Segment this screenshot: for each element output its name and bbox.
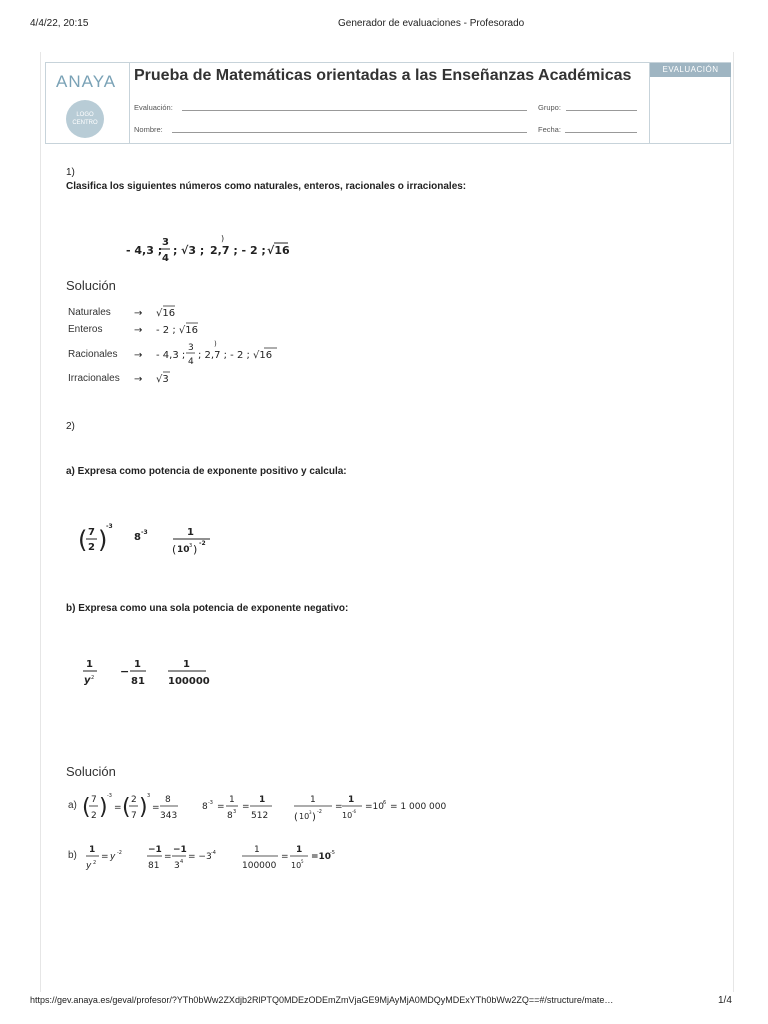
print-datetime: 4/4/22, 20:15 — [30, 18, 89, 29]
svg-text:-3: -3 — [106, 523, 113, 530]
svg-text:√3: √3 — [156, 374, 169, 385]
print-page-title: Generador de evaluaciones - Profesorado — [338, 18, 525, 29]
svg-text:): ) — [139, 795, 148, 820]
svg-text:-2: -2 — [199, 540, 206, 547]
question-2-solution-title: Solución — [66, 764, 116, 779]
svg-text:1: 1 — [254, 845, 260, 855]
svg-text:100000: 100000 — [242, 861, 277, 871]
svg-text:- 4,3 ;: - 4,3 ; — [126, 244, 163, 257]
print-url: https://gev.anaya.es/geval/profesor/?YTh0bWw2ZXdjb2RlPTQ0MDEzODEmZmVjaGE9MjAyMjA0MDQyMDExYTh0bWw2ZQ==#/structure/mate… — [30, 995, 614, 1005]
svg-text:3: 3 — [309, 810, 312, 815]
evaluacion-label: Evaluación: — [134, 103, 173, 112]
svg-text:→: → — [134, 325, 143, 336]
svg-text:(: ( — [294, 812, 298, 823]
svg-text:100000: 100000 — [168, 676, 210, 687]
svg-text:8: 8 — [165, 795, 171, 805]
svg-text:−1: −1 — [148, 845, 162, 855]
svg-text:-3: -3 — [208, 800, 213, 806]
solution-b-label: b) — [68, 850, 77, 861]
svg-text:2: 2 — [88, 542, 95, 553]
svg-text:y: y — [110, 852, 116, 862]
svg-text:2: 2 — [91, 675, 95, 681]
svg-text:y: y — [86, 861, 92, 871]
solution-b-math — [82, 840, 362, 876]
solution-a-label: a) — [68, 800, 77, 811]
svg-text:4: 4 — [180, 859, 184, 865]
svg-text:8: 8 — [202, 802, 208, 812]
nombre-line — [172, 132, 527, 133]
svg-text:- 2 ; √16: - 2 ; √16 — [156, 325, 198, 336]
svg-text:10: 10 — [342, 811, 353, 820]
exam-header-card — [45, 62, 731, 144]
svg-text:(: ( — [172, 543, 177, 556]
svg-text:;: ; — [173, 244, 178, 257]
svg-text:= −3: = −3 — [188, 852, 212, 862]
svg-text:→: → — [134, 374, 143, 385]
svg-text:(: ( — [82, 795, 91, 820]
svg-text:512: 512 — [251, 811, 269, 821]
svg-text:1: 1 — [89, 845, 96, 855]
svg-text:): ) — [193, 543, 198, 556]
svg-text:1: 1 — [86, 659, 93, 670]
svg-text:3: 3 — [233, 809, 237, 815]
svg-text:-2: -2 — [317, 809, 322, 815]
svg-text:6: 6 — [383, 800, 387, 806]
svg-text:1: 1 — [187, 527, 194, 538]
svg-text:-4: -4 — [211, 850, 216, 856]
svg-text:√16: √16 — [156, 308, 176, 319]
question-1-number: 1) — [66, 167, 75, 178]
logo-column — [46, 63, 130, 143]
svg-text:→: → — [134, 308, 143, 319]
svg-text:1: 1 — [348, 795, 355, 805]
svg-text:): ) — [99, 795, 108, 820]
question-1-statement: Clasifica los siguientes números como naturales, enteros, racionales o irracionales: — [66, 181, 467, 192]
svg-text:3: 3 — [174, 861, 180, 871]
svg-text:=: = — [335, 802, 343, 812]
nombre-label: Nombre: — [134, 125, 163, 134]
svg-text:-5: -5 — [330, 850, 335, 856]
svg-text:1: 1 — [183, 659, 190, 670]
svg-text:2,7 ; - 2 ;: 2,7 ; - 2 ; — [210, 244, 266, 257]
svg-text:=: = — [152, 803, 160, 813]
svg-text:7: 7 — [91, 795, 97, 805]
svg-text:√3 ;: √3 ; — [181, 244, 205, 257]
question-2a-statement: a) Expresa como potencia de exponente positivo y calcula: — [66, 466, 347, 477]
svg-text:=10: =10 — [311, 852, 332, 862]
svg-text:1: 1 — [259, 795, 266, 805]
svg-text:−1: −1 — [173, 845, 187, 855]
anaya-logo: ANAYA — [56, 72, 117, 91]
question-2a-expressions — [76, 515, 236, 565]
svg-text:10: 10 — [291, 861, 302, 870]
evaluacion-line — [182, 110, 527, 111]
svg-text:=: = — [217, 802, 225, 812]
svg-text:-2: -2 — [117, 850, 122, 856]
svg-text:1: 1 — [134, 659, 141, 670]
svg-text:=: = — [114, 803, 122, 813]
question-1-solution-math — [130, 300, 300, 390]
svg-text:343: 343 — [160, 811, 178, 821]
question-1-numbers — [110, 228, 310, 270]
svg-text:→: → — [134, 350, 143, 361]
svg-text:5: 5 — [301, 859, 304, 864]
svg-text:10: 10 — [177, 545, 190, 555]
svg-text:=: = — [164, 852, 172, 862]
svg-text:): ) — [221, 234, 225, 243]
school-logo-placeholder: LOGO CENTRO — [66, 100, 104, 138]
svg-text:81: 81 — [131, 676, 145, 687]
exam-title: Prueba de Matemáticas orientadas a las Enseñanzas Académicas — [134, 67, 632, 84]
fecha-line — [565, 132, 637, 133]
svg-text:=: = — [101, 852, 109, 862]
svg-text:3: 3 — [189, 543, 193, 549]
svg-text:4: 4 — [162, 253, 169, 264]
svg-text:7: 7 — [88, 527, 95, 538]
svg-text:3: 3 — [147, 793, 151, 799]
svg-text:=: = — [242, 802, 250, 812]
svg-text:2: 2 — [93, 860, 97, 866]
svg-text:=: = — [281, 852, 289, 862]
svg-text:8: 8 — [227, 811, 233, 821]
svg-text:3: 3 — [188, 343, 194, 353]
svg-text:7: 7 — [131, 811, 137, 821]
question-2b-statement: b) Expresa como una sola potencia de exponente negativo: — [66, 603, 349, 614]
svg-text:4: 4 — [188, 357, 194, 367]
svg-text:2: 2 — [91, 811, 97, 821]
solution-a-math — [80, 788, 460, 828]
evaluation-column — [649, 63, 731, 143]
irracionales-label: Irracionales — [68, 373, 120, 384]
print-page-counter: 1/4 — [718, 995, 732, 1006]
question-2b-expressions — [76, 655, 236, 690]
grupo-line — [566, 110, 637, 111]
svg-text:8: 8 — [134, 532, 141, 543]
svg-text:): ) — [98, 526, 108, 554]
svg-text:1: 1 — [310, 795, 316, 805]
svg-text:-3: -3 — [107, 793, 112, 799]
svg-text:−: − — [120, 665, 130, 678]
svg-text:): ) — [312, 812, 316, 823]
svg-text:10: 10 — [299, 812, 310, 821]
svg-text:3: 3 — [162, 237, 169, 248]
naturales-label: Naturales — [68, 307, 111, 318]
svg-text:(: ( — [122, 795, 131, 820]
evaluation-badge: EVALUACIÓN — [650, 63, 731, 77]
svg-text:): ) — [214, 340, 217, 348]
question-2-number: 2) — [66, 421, 75, 432]
racionales-label: Racionales — [68, 349, 118, 360]
grupo-label: Grupo: — [538, 103, 561, 112]
enteros-label: Enteros — [68, 324, 103, 335]
svg-text:- 4,3 ;: - 4,3 ; — [156, 350, 186, 361]
question-1-solution-title: Solución — [66, 278, 116, 293]
svg-text:; 2,7 ; - 2 ; √16: ; 2,7 ; - 2 ; √16 — [198, 350, 273, 361]
svg-text:=10: =10 — [365, 802, 384, 812]
svg-text:= 1 000 000: = 1 000 000 — [390, 802, 447, 812]
svg-text:1: 1 — [229, 795, 235, 805]
fecha-label: Fecha: — [538, 125, 561, 134]
svg-text:1: 1 — [296, 845, 303, 855]
svg-text:-3: -3 — [141, 529, 148, 536]
svg-text:2: 2 — [131, 795, 137, 805]
svg-text:-6: -6 — [352, 809, 356, 814]
svg-text:(: ( — [78, 526, 88, 554]
svg-text:y: y — [84, 675, 91, 686]
svg-text:81: 81 — [148, 861, 160, 871]
svg-text:√16: √16 — [267, 244, 290, 257]
